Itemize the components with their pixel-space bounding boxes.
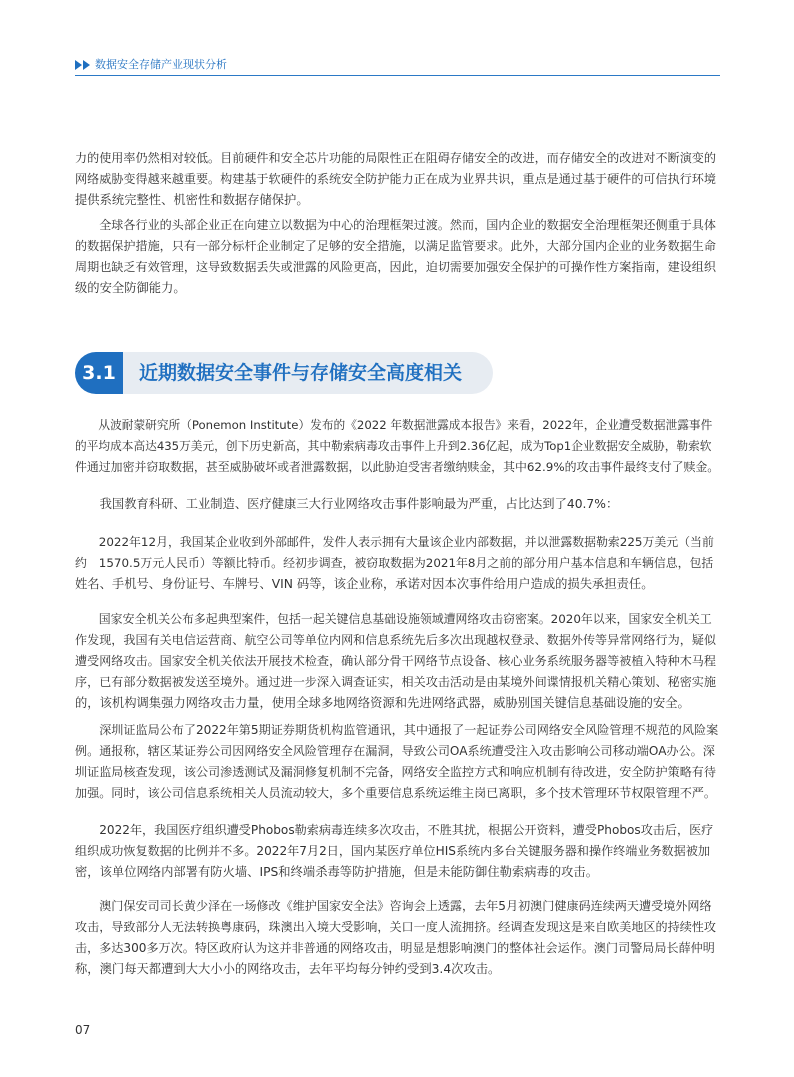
text-line: 网络威胁变得越来越重要。构建基于软硬件的系统安全防护能力正在成为业界共识，重点是通过基于硬件的可信执行环境: [75, 172, 716, 186]
text-line: 国家安全机关公布多起典型案件，包括一起关键信息基础设施领域遭网络攻击窃密案。2020年以来，国家安全机关工: [75, 612, 712, 626]
header-divider: [75, 75, 720, 76]
text-line: 称，澳门每天都遭到大大小小的网络攻击，去年平均每分钟约受到3.4次攻击。: [75, 962, 501, 976]
text-line: 的数据保护措施，只有一部分标杆企业制定了足够的安全措施，以满足监管要求。此外，大部分国内企业的业务数据生命: [75, 239, 716, 253]
text-line: 姓名、手机号、身份证号、车牌号、VIN 码等，该企业称，承诺对因本次事件给用户造成的损失承担责任。: [75, 577, 654, 591]
text-line: 遭受网络攻击。国家安全机关依法开展技术检查，确认部分骨干网络节点设备、核心业务系统服务器等被植入特种木马程: [75, 654, 716, 668]
text-line: 从波耐蒙研究所（Ponemon Institute）发布的《2022 年数据泄露成本报告》来看，2022年，企业遭受数据泄露事件: [75, 418, 713, 432]
text-line: 组织成功恢复数据的比例并不多。2022年7月2日，国内某医疗单位HIS系统内多台关键服务器和操作终端业务数据被加: [75, 844, 710, 858]
text-line: 深圳证监局公布了2022年第5期证券期货机构监管通讯，其中通报了一起证券公司网络安全风险管理不规范的风险案: [75, 723, 719, 737]
text-line: 攻击，导致部分人无法转换粤康码，珠澳出入境大受影响，关口一度人流拥挤。经调查发现这是来自欧美地区的持续性攻: [75, 920, 716, 934]
text-line: 加强。同时，该公司信息系统相关人员流动较大，多个重要信息系统运维主岗已离职，多个技术管理环节权限管理不严。: [75, 786, 716, 800]
text-line: 约 1570.5万元人民币）等额比特币。经初步调查，被窃取数据为2021年8月之前的部分用户基本信息和车辆信息，包括: [75, 556, 714, 570]
double-arrow-icon: [75, 60, 91, 70]
header-title: 数据安全存储产业现状分析: [95, 58, 227, 71]
intro-paragraph-1: [75, 148, 720, 211]
text-line: 件通过加密并窃取数据，甚至威胁破坏或者泄露数据，以此胁迫受害者缴纳赎金，其中62.9%的攻击事件最终支付了赎金。: [75, 460, 720, 474]
text-line: 密，该单位网络内部署有防火墙、IPS和终端杀毒等防护措施，但是未能防御住勒索病毒的攻击。: [75, 865, 599, 879]
body-paragraph-3: [75, 532, 720, 595]
text-line: 力的使用率仍然相对较低。目前硬件和安全芯片功能的局限性正在阻碍存储安全的改进，而存储安全的改进对不断演变的: [75, 151, 716, 165]
body-paragraph-1: [75, 415, 720, 478]
text-line: 击，多达300多万次。特区政府认为这并非普通的网络攻击，明显是想影响澳门的整体社会运作。澳门司警局局长薛仲明: [75, 941, 715, 955]
body-paragraph-6: [75, 820, 720, 883]
text-line: 作发现，我国有关电信运营商、航空公司等单位内网和信息系统先后多次出现越权登录、数据外传等异常网络行为，疑似: [75, 633, 716, 647]
text-line: 2022年12月，我国某企业收到外部邮件，发件人表示拥有大量该企业内部数据，并以泄露数据勒索225万美元（当前: [75, 535, 714, 549]
body-paragraph-4: [75, 609, 720, 714]
text-line: 全球各行业的头部企业正在向建立以数据为中心的治理框架过渡。然而，国内企业的数据安全治理框架还侧重于具体: [75, 218, 716, 232]
text-line: 圳证监局核查发现，该公司渗透测试及漏洞修复机制不完备，网络安全监控方式和响应机制有待改进，安全防护策略有待: [75, 765, 716, 779]
body-paragraph-7: [75, 896, 720, 980]
text-line: 的平均成本高达435万美元，创下历史新高，其中勒索病毒攻击事件上升到2.36亿起，成为Top1企业数据安全威胁，勒索软: [75, 439, 712, 453]
text-line: 我国教育科研、工业制造、医疗健康三大行业网络攻击事件影响最为严重，占比达到了40.7%：: [75, 497, 619, 511]
section-number: 3.1: [82, 362, 116, 384]
body-paragraph-5: [75, 720, 720, 804]
text-line: 的，该机构调集强力网络攻击力量，使用全球多地网络资源和先进网络武器，威胁别国关键信息基础设施的安全。: [75, 696, 690, 710]
intro-paragraph-2: [75, 215, 720, 299]
body-paragraph-2: [75, 494, 720, 515]
text-line: 序，已有部分数据被发送至境外。通过进一步深入调查证实，相关攻击活动是由某境外间谍情报机关精心策划、秘密实施: [75, 675, 716, 689]
text-line: 例。通报称，辖区某证券公司因网络安全风险管理存在漏洞，导致公司OA系统遭受注入攻击影响公司移动端OA办公。深: [75, 744, 715, 758]
section-title: 近期数据安全事件与存储安全高度相关: [139, 362, 463, 384]
section-heading: [75, 352, 493, 394]
text-line: 提供系统完整性、机密性和数据存储保护。: [75, 193, 309, 207]
page-header: [75, 58, 720, 74]
page-number: 07: [75, 1023, 91, 1037]
text-line: 周期也缺乏有效管理，这导致数据丢失或泄露的风险更高，因此，迫切需要加强安全保护的可操作性方案指南，建设组织: [75, 260, 716, 274]
text-line: 级的安全防御能力。: [75, 281, 186, 295]
text-line: 2022年，我国医疗组织遭受Phobos勒索病毒连续多次攻击，不胜其扰，根据公开资料，遭受Phobos攻击后，医疗: [75, 823, 714, 837]
text-line: 澳门保安司司长黄少泽在一场修改《维护国家安全法》咨询会上透露，去年5月初澳门健康码连续两天遭受境外网络: [75, 899, 712, 913]
